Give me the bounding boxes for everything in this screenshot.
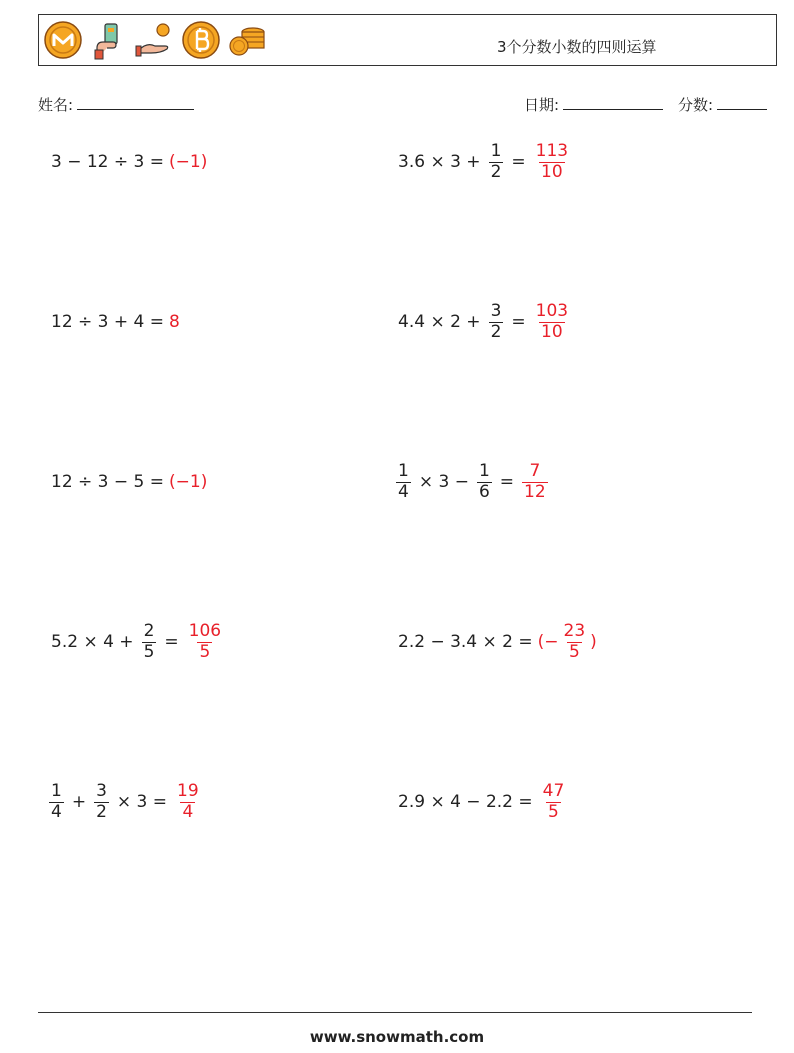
expression-text: 12 ÷ 3 + 4 =: [51, 312, 165, 332]
answer-fraction: [522, 460, 548, 502]
score-field: [678, 94, 767, 115]
problem-3: [46, 297, 180, 347]
coin-on-hand-icon: [135, 20, 175, 60]
answer: [172, 780, 204, 822]
denominator: 10: [541, 321, 563, 342]
coin-stack-icon: [227, 20, 267, 60]
numerator: 103: [535, 300, 569, 321]
numerator: 1: [478, 460, 490, 481]
expression-text: 5.2 × 4 +: [51, 632, 134, 652]
expression-text: =: [511, 152, 526, 172]
expression-text: =: [164, 632, 179, 652]
card-in-hand-icon: [89, 20, 129, 60]
answer-fraction: [187, 620, 223, 662]
numerator: 3: [490, 300, 502, 321]
expression-fraction: [49, 780, 64, 822]
score-blank[interactable]: [717, 95, 767, 110]
answer-fraction: [175, 780, 201, 822]
answer: [531, 140, 573, 182]
numerator: 47: [542, 780, 565, 801]
numerator: 1: [398, 460, 409, 481]
denominator: 12: [524, 481, 546, 502]
problem-1: [46, 137, 207, 187]
problem-8: [393, 617, 597, 667]
answer-fraction: [534, 140, 570, 182]
header-icons: [43, 20, 267, 60]
expression-fraction: [477, 460, 492, 502]
name-field: [38, 94, 194, 115]
denominator: 4: [182, 801, 194, 822]
bitcoin-coin-icon: [181, 20, 221, 60]
expression-text: =: [511, 312, 526, 332]
numerator: 106: [188, 620, 222, 641]
problem-6: [393, 457, 551, 507]
numerator: 23: [563, 620, 586, 641]
expression-text: 3 − 12 ÷ 3 =: [51, 152, 165, 172]
numerator: 3: [96, 780, 107, 801]
score-label: 分数:: [678, 96, 714, 114]
answer: [531, 300, 573, 342]
answer: 8: [169, 312, 180, 332]
name-label: 姓名:: [38, 96, 74, 114]
expression-text: +: [71, 792, 87, 812]
denominator: 2: [490, 321, 502, 342]
answer: (−1): [169, 152, 208, 172]
problem-4: [393, 297, 573, 347]
problem-7: [46, 617, 226, 667]
answer-fraction: [534, 300, 570, 342]
name-blank[interactable]: [77, 95, 194, 110]
date-field: [524, 94, 663, 115]
answer-fraction: [562, 620, 588, 662]
answer: [519, 460, 551, 502]
numerator: 19: [177, 780, 199, 801]
denominator: 10: [541, 161, 563, 182]
expression-text: 2.9 × 4 − 2.2 =: [398, 792, 533, 812]
numerator: 113: [535, 140, 569, 161]
expression-text: × 3 −: [418, 472, 469, 492]
answer: (−1): [169, 472, 208, 492]
footer-divider: [38, 1012, 752, 1013]
expression-text: × 3 =: [116, 792, 168, 812]
expression-fraction: [396, 460, 411, 502]
worksheet-header: [38, 14, 777, 66]
answer: (− $\frac{23}{5}$ ): [537, 620, 597, 662]
problem-2: [393, 137, 573, 187]
expression-text: 2.2 − 3.4 × 2 =: [398, 632, 533, 652]
answer-fraction: [541, 780, 567, 822]
answer: [184, 620, 226, 662]
expression-text: 3.6 × 3 +: [398, 152, 481, 172]
expression-fraction: [489, 140, 504, 182]
numerator: 7: [529, 460, 541, 481]
monero-coin-icon: [43, 20, 83, 60]
expression-text: 4.4 × 2 +: [398, 312, 481, 332]
expression-text: =: [499, 472, 515, 492]
numerator: 1: [51, 780, 62, 801]
expression-fraction: [489, 300, 504, 342]
numerator: 1: [490, 140, 502, 161]
denominator: 4: [51, 801, 62, 822]
expression-text: 12 ÷ 3 − 5 =: [51, 472, 165, 492]
denominator: 2: [490, 161, 502, 182]
denominator: 5: [199, 641, 211, 662]
date-label: 日期:: [524, 96, 560, 114]
denominator: 6: [478, 481, 490, 502]
date-blank[interactable]: [563, 95, 663, 110]
problem-10: [393, 777, 569, 827]
answer: [538, 780, 570, 822]
denominator: 5: [548, 801, 559, 822]
expression-fraction: [142, 620, 157, 662]
denominator: 5: [568, 641, 580, 662]
numerator: 2: [143, 620, 155, 641]
denominator: 5: [143, 641, 155, 662]
problem-5: [46, 457, 207, 507]
problem-9: [46, 777, 204, 827]
footer-url: www.snowmath.com: [309, 1028, 485, 1046]
denominator: 2: [96, 801, 107, 822]
denominator: 4: [398, 481, 409, 502]
page-title: 3个分数小数的四则运算: [497, 38, 657, 56]
expression-fraction: [94, 780, 109, 822]
